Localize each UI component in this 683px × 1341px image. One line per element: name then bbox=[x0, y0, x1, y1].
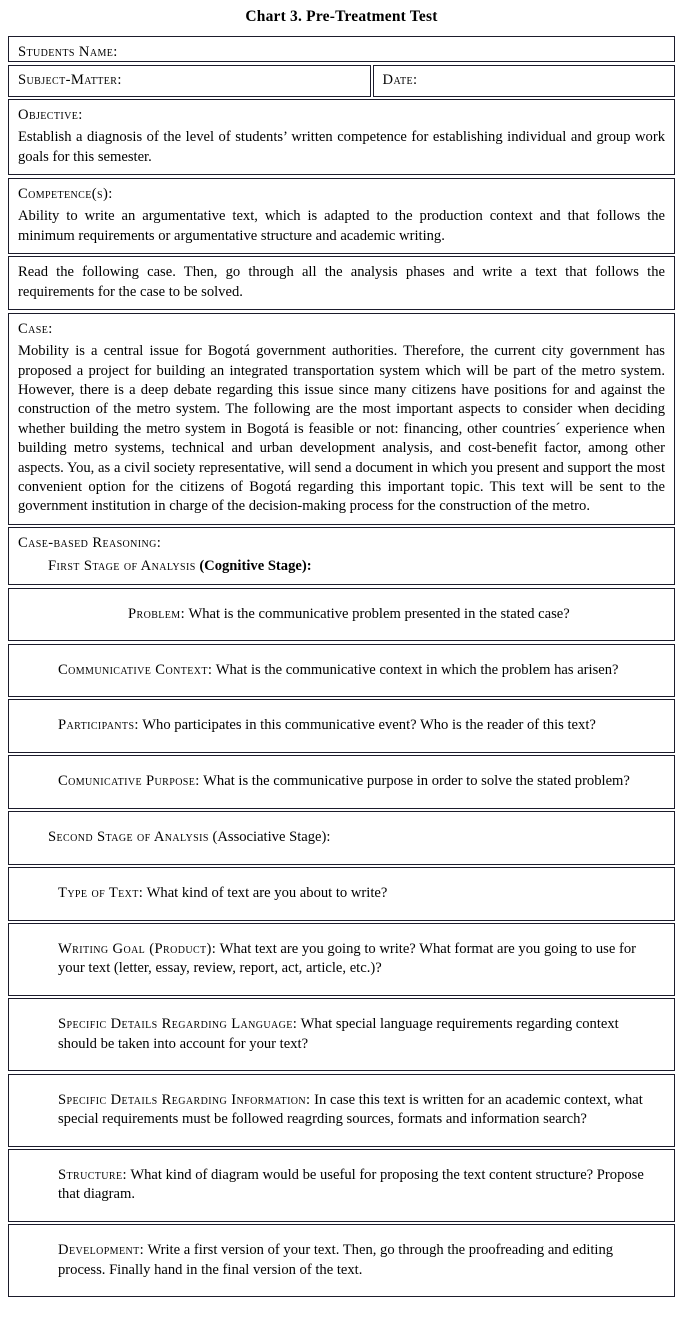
instructions-text: Read the following case. Then, go through all the analysis phases and write a text that follows the requirements for the case to be solved. bbox=[18, 264, 665, 300]
subject-matter-label: Subject-Matter: bbox=[18, 71, 122, 88]
question-type-of-text bbox=[8, 867, 675, 920]
question-development-text: Write a first version of your text. Then, go through the proofreading and editing process. Finally hand in the final version of the text. bbox=[58, 1242, 614, 1278]
case-text: Mobility is a central issue for Bogotá government authorities. Therefore, the current city government has proposed a project for building an integrated transportation system which will be part of the metro system. However, there is a deep debate regarding this issue since many citizens have positions for and against the construction of the metro system. The following are the most important aspects to consider when deciding whether building the metro system in Bogotá is feasible or not: financing, other countries´ experience when building metro systems, technical and urban development analysis, and cost-benefit factor, among other aspects. You, as a civil society representative, will send a document in which you present and support the most convenient option for the citizens of Bogotá regarding this important topic. This text will be sent to the government institution in charge of the decision-making process for the construction of the metro. bbox=[18, 343, 665, 515]
pre-treatment-test-table bbox=[8, 36, 675, 1297]
students-name-row bbox=[8, 36, 675, 62]
question-details-information-text: In case this text is written for an academic context, what special requirements must be followed reagrding sources, formats and information search? bbox=[58, 1091, 643, 1128]
second-stage-name: (Associative Stage): bbox=[212, 829, 331, 846]
question-participants-label: Participants: bbox=[58, 717, 139, 734]
subject-date-row bbox=[8, 65, 675, 97]
question-writing-goal bbox=[8, 923, 675, 996]
date-label: Date: bbox=[382, 71, 418, 88]
question-writing-goal-text: What text are you going to write? What format are you going to use for your text (letter, essay, review, report, act, article, etc.)? bbox=[58, 941, 636, 977]
question-problem-label: Problem: bbox=[128, 605, 186, 622]
objective-label: Objective: bbox=[18, 107, 83, 123]
question-details-language-text: What special language requirements regarding context should be taken into account for your text? bbox=[58, 1016, 619, 1052]
question-communicative-context bbox=[8, 644, 675, 697]
subject-matter-cell bbox=[8, 65, 371, 97]
question-details-information-label: Specific Details Regarding Information: bbox=[58, 1091, 311, 1108]
case-based-reasoning-row bbox=[8, 527, 675, 585]
instructions-row bbox=[8, 256, 675, 310]
question-communicative-context-text: What is the communicative context in which the problem has arisen? bbox=[215, 661, 619, 678]
question-problem bbox=[8, 588, 675, 641]
first-stage-label: First Stage of Analysis bbox=[48, 557, 196, 574]
question-communicative-purpose-text: What is the communicative purpose in order to solve the stated problem? bbox=[203, 773, 630, 790]
question-details-language bbox=[8, 998, 675, 1071]
question-details-language-label: Specific Details Regarding Language: bbox=[58, 1016, 298, 1033]
question-type-of-text-label: Type of Text: bbox=[58, 885, 144, 902]
second-stage-row bbox=[8, 811, 675, 864]
students-name-label: Students Name: bbox=[18, 44, 118, 60]
question-development-label: Development: bbox=[58, 1242, 145, 1259]
question-details-information bbox=[8, 1074, 675, 1147]
first-stage-name: (Cognitive Stage): bbox=[199, 557, 312, 574]
question-development bbox=[8, 1224, 675, 1297]
competences-row bbox=[8, 178, 675, 254]
question-communicative-purpose bbox=[8, 755, 675, 808]
question-structure-label: Structure: bbox=[58, 1167, 127, 1183]
question-type-of-text-text: What kind of text are you about to write? bbox=[146, 885, 388, 902]
question-writing-goal-label: Writing Goal (Product): bbox=[58, 941, 217, 958]
question-structure bbox=[8, 1149, 675, 1222]
case-label: Case: bbox=[18, 320, 53, 337]
question-structure-text: What kind of diagram would be useful for proposing the text content structure? Propose that diagram. bbox=[58, 1167, 644, 1203]
question-participants-text: Who participates in this communicative event? Who is the reader of this text? bbox=[142, 717, 596, 734]
question-communicative-context-label: Communicative Context: bbox=[58, 661, 213, 678]
question-participants bbox=[8, 699, 675, 752]
question-problem-text: What is the communicative problem presented in the stated case? bbox=[188, 605, 570, 622]
competences-label: Competence(s): bbox=[18, 185, 113, 202]
date-cell bbox=[373, 65, 676, 97]
question-communicative-purpose-label: Comunicative Purpose: bbox=[58, 773, 200, 790]
second-stage-label: Second Stage of Analysis bbox=[48, 829, 209, 846]
objective-row bbox=[8, 99, 675, 175]
competences-text: Ability to write an argumentative text, which is adapted to the production context and that follows the minimum requirements or argumentative structure and academic writing. bbox=[18, 208, 665, 244]
case-based-reasoning-label: Case-based Reasoning: bbox=[18, 535, 162, 552]
case-row bbox=[8, 313, 675, 525]
page-title: Chart 3. Pre-Treatment Test bbox=[245, 8, 438, 25]
objective-text: Establish a diagnosis of the level of students’ written competence for establishing individual and group work goals for this semester. bbox=[18, 129, 665, 165]
